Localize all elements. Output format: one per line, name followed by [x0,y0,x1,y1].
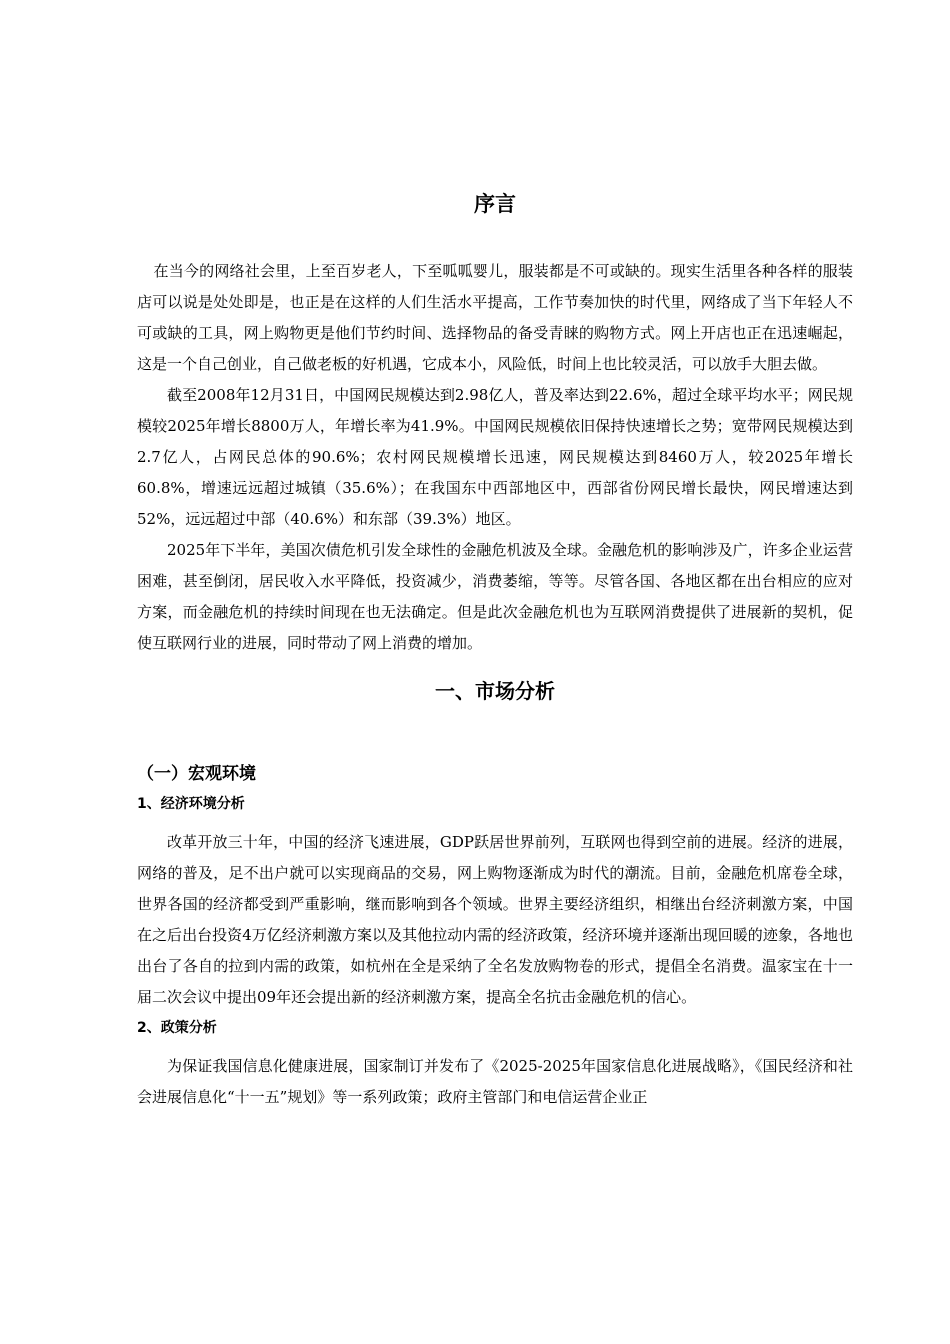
preface-paragraph-1: 在当今的网络社会里，上至百岁老人，下至呱呱婴儿，服装都是不可或缺的。现实生活里各种各样的服装店可以说是处处即是，也正是在这样的人们生活水平提高，工作节奏加快的时代里，网络成了当下年轻人不可或缺的工具，网上购物更是他们节约时间、选择物品的备受青睐的购物方式。网上开店也正在迅速崛起，这是一个自己创业，自己做老板的好机遇，它成本小，风险低，时间上也比较灵活，可以放手大胆去做。 [137,262,853,373]
preface-paragraph-2: 截至2008年12月31日，中国网民规模达到2.98亿人，普及率达到22.6%，超过全球平均水平；网民规模较2025年增长8800万人，年增长率为41.9%。中国网民规模依旧保持快速增长之势；宽带网民规模达到2.7亿人，占网民总体的90.6%；农村网民规模增长迅速，网民规模达到8460万人，较2025年增长60.8%，增速远远超过城镇（35.6%）；在我国东中西部地区中，西部省份网民增长最快，网民增速达到52%，远远超过中部（40.6%）和东部（39.3%）地区。 [137,386,853,528]
preface-title: 序言 [474,192,516,216]
economy-analysis-title: 1、经济环境分析 [137,796,245,812]
economy-paragraph: 改革开放三十年，中国的经济飞速进展，GDP跃居世界前列，互联网也得到空前的进展。经济的进展，网络的普及，足不出户就可以实现商品的交易，网上购物逐渐成为时代的潮流。目前，金融危机席卷全球，世界各国的经济都受到严重影响，继而影响到各个领域。世界主要经济组织，相继出台经济刺激方案，中国在之后出台投资4万亿经济刺激方案以及其他拉动内需的经济政策，经济环境并逐渐出现回暖的迹象，各地也出台了各自的拉到内需的政策，如杭州在全是采纳了全名发放购物卷的形式，提倡全名消费。温家宝在十一届二次会议中提出09年还会提出新的经济刺激方案，提高全名抗击金融危机的信心。 [137,833,853,1006]
macro-environment-title: （一）宏观环境 [137,764,256,784]
market-analysis-title: 一、市场分析 [435,679,555,703]
policy-paragraph: 为保证我国信息化健康进展，国家制订并发布了《2025-2025年国家信息化进展战略》，《国民经济和社会进展信息化“十一五”规划》等一系列政策；政府主管部门和电信运营企业正 [137,1057,853,1106]
document-content [137,188,853,1113]
policy-analysis-title: 2、政策分析 [137,1020,217,1036]
preface-paragraph-3: 2025年下半年，美国次债危机引发全球性的金融危机波及全球。金融危机的影响涉及广，许多企业运营困难，甚至倒闭，居民收入水平降低，投资减少，消费萎缩，等等。尽管各国、各地区都在出台相应的应对方案，而金融危机的持续时间现在也无法确定。但是此次金融危机也为互联网消费提供了进展新的契机，促使互联网行业的进展，同时带动了网上消费的增加。 [137,541,853,652]
